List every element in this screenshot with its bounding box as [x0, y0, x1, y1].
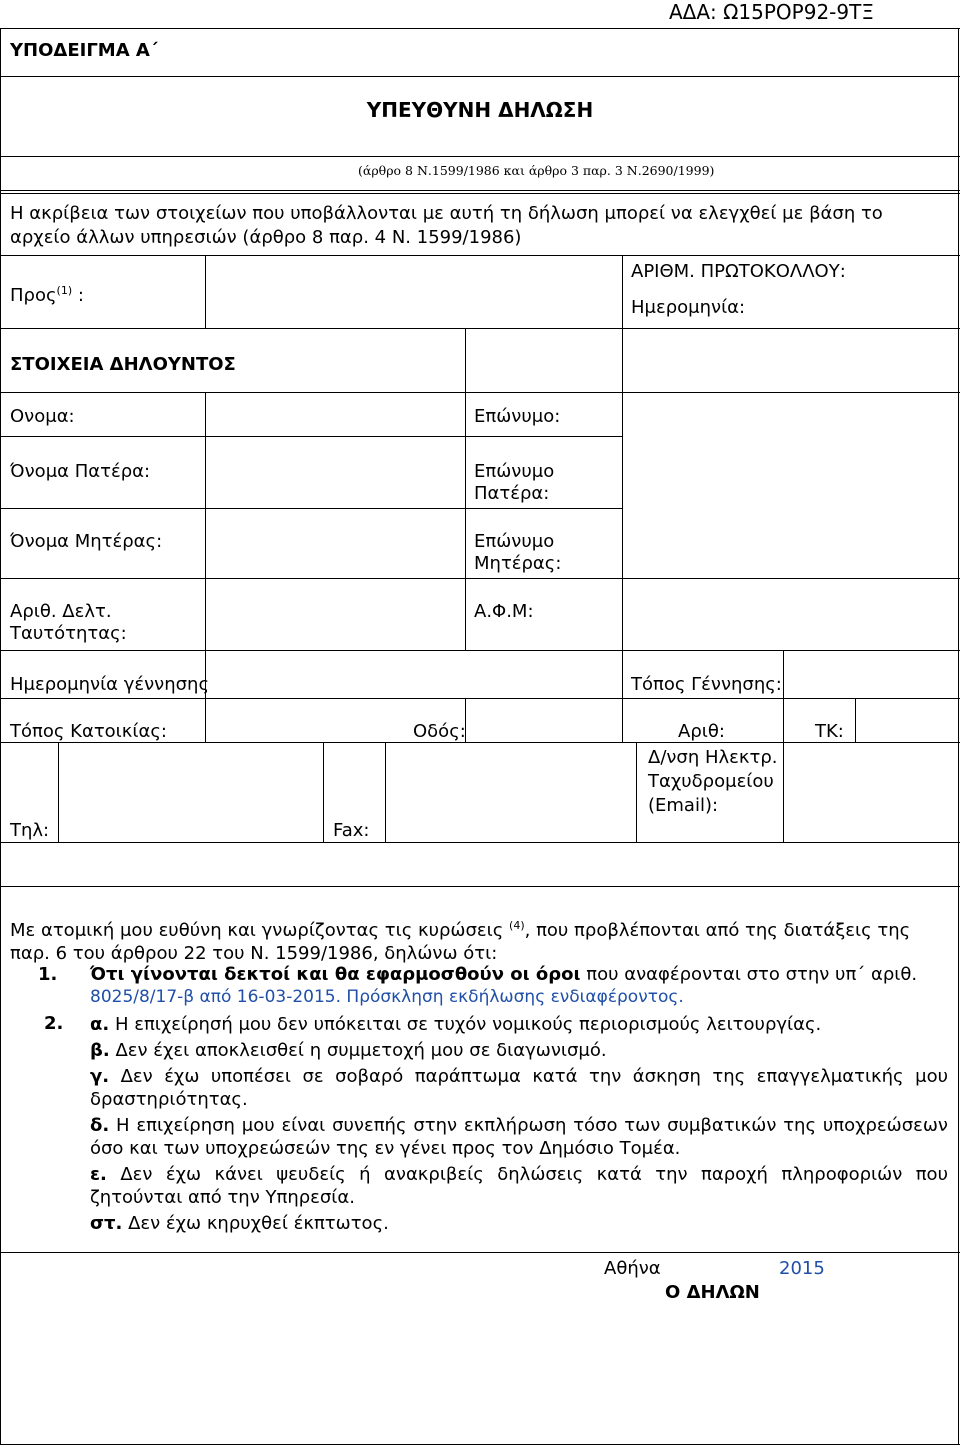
list-item: β. Δεν έχει αποκλεισθεί η συμμετοχή μου σε διαγωνισμό. [90, 1040, 607, 1061]
last-name-field[interactable] [623, 393, 958, 436]
first-name-field[interactable] [206, 393, 465, 436]
signature-year: 2015 [779, 1258, 825, 1279]
list-item: γ. Δεν έχω υποπέσει σε σοβαρό παράπτωμα κατά την άσκηση της επαγγελματικής μου δραστηριότητας. [90, 1066, 948, 1110]
last-name-label: Επώνυμο: [474, 406, 561, 427]
legal-reference: (άρθρο 8 Ν.1599/1986 και άρθρο 3 παρ. 3 Ν.2690/1999) [358, 163, 715, 178]
declarant-section-title: ΣΤΟΙΧΕΙΑ ΔΗΛΟΥΝΤΟΣ [10, 354, 236, 375]
ada-code: ΑΔΑ: Ω15ΡΟΡ92-9ΤΞ [669, 0, 874, 24]
phone-label: Τηλ: [10, 820, 50, 841]
protocol-date-label: Ημερομηνία: [631, 297, 746, 318]
mother-name-label: Όνομα Μητέρας: [10, 531, 163, 552]
signature-declarant: Ο ΔΗΛΩΝ [665, 1282, 760, 1303]
recipient-label: Προς$^{(1)}$ : [10, 284, 84, 306]
postal-code-field[interactable] [856, 699, 958, 742]
page-title: ΥΠΕΥΘΥΝΗ ΔΗΛΩΣΗ [366, 98, 594, 122]
id-number-field[interactable] [206, 579, 465, 650]
mother-surname-label: Επώνυμο Μητέρας: [474, 531, 562, 574]
mother-name-field[interactable] [206, 509, 465, 578]
recipient-field[interactable] [206, 256, 622, 328]
protocol-number-label: ΑΡΙΘΜ. ΠΡΩΤΟΚΟΛΛΟΥ: [631, 261, 846, 282]
postal-code-label: ΤΚ: [815, 721, 844, 742]
tax-id-label: Α.Φ.Μ: [474, 601, 534, 622]
list-item: ε. Δεν έχω κάνει ψευδείς ή ανακριβείς δηλώσεις κατά την παροχή πληροφοριών που ζητούνται από την Υπηρεσία. [90, 1164, 948, 1208]
street-number-label: Αριθ: [678, 721, 725, 742]
list-item: α. Η επιχείρησή μου δεν υπόκειται σε τυχόν νομικούς περιορισμούς λειτουργίας. [90, 1014, 822, 1035]
birth-date-label: Ημερομηνία γέννησης [10, 674, 210, 695]
sample-title: ΥΠΟΔΕΙΓΜΑ Α΄ [10, 40, 158, 61]
birth-place-field[interactable] [784, 651, 958, 698]
residence-label: Τόπος Κατοικίας: [10, 721, 167, 742]
phone-field[interactable] [59, 743, 323, 842]
fax-field[interactable] [386, 743, 636, 842]
birth-date-field[interactable] [206, 651, 622, 698]
first-name-label: Ονομα: [10, 406, 75, 427]
id-number-label: Αριθ. Δελτ. Ταυτότητας: [10, 601, 127, 644]
list-item: δ. Η επιχείρηση μου είναι συνεπής στην εκπλήρωση τόσο των συμβατικών της υποχρεώσεων όσο και των υποχρεώσεών της εν γένει προς τον Δημόσιο Τομέα. [90, 1115, 948, 1159]
fax-label: Fax: [333, 820, 370, 841]
father-surname-label: Επώνυμο Πατέρα: [474, 461, 555, 504]
declaration-item-2-number: 2. [44, 1013, 64, 1034]
email-field[interactable] [784, 743, 958, 842]
declaration-sub-list [90, 1013, 948, 1235]
declaration-item-1: 1. Ότι γίνονται δεκτοί και θα εφαρμοσθούν οι όροι που αναφέρονται στο στην υπ΄ αριθ. 8025/8/17-β από 16-03-2015. Πρόσκληση εκδήλωσης ενδιαφέροντος. [38, 964, 918, 1007]
street-label: Οδός: [413, 721, 466, 742]
street-field[interactable] [466, 699, 622, 742]
birth-place-label: Τόπος Γέννησης: [631, 674, 782, 695]
verification-notice: Η ακρίβεια των στοιχείων που υποβάλλονται με αυτή τη δήλωση μπορεί να ελεγχθεί με βάση το αρχείο άλλων υπηρεσιών (άρθρο 8 παρ. 4 Ν. 1599/1986) [10, 203, 883, 248]
father-name-label: Όνομα Πατέρα: [10, 461, 151, 482]
signature-place: Αθήνα [604, 1258, 661, 1279]
email-label: Δ/νση Ηλεκτρ. Ταχυδρομείου (Email): [648, 747, 778, 816]
list-item: στ. Δεν έχω κηρυχθεί έκπτωτος. [90, 1213, 389, 1234]
declaration-intro: Με ατομική μου ευθύνη και γνωρίζοντας τις κυρώσεις $^{(4)}$, που προβλέπονται από της διατάξεις της παρ. 6 του άρθρου 22 του Ν. 1599/1986, δηλώνω ότι: [10, 919, 911, 964]
father-name-field[interactable] [206, 437, 465, 508]
